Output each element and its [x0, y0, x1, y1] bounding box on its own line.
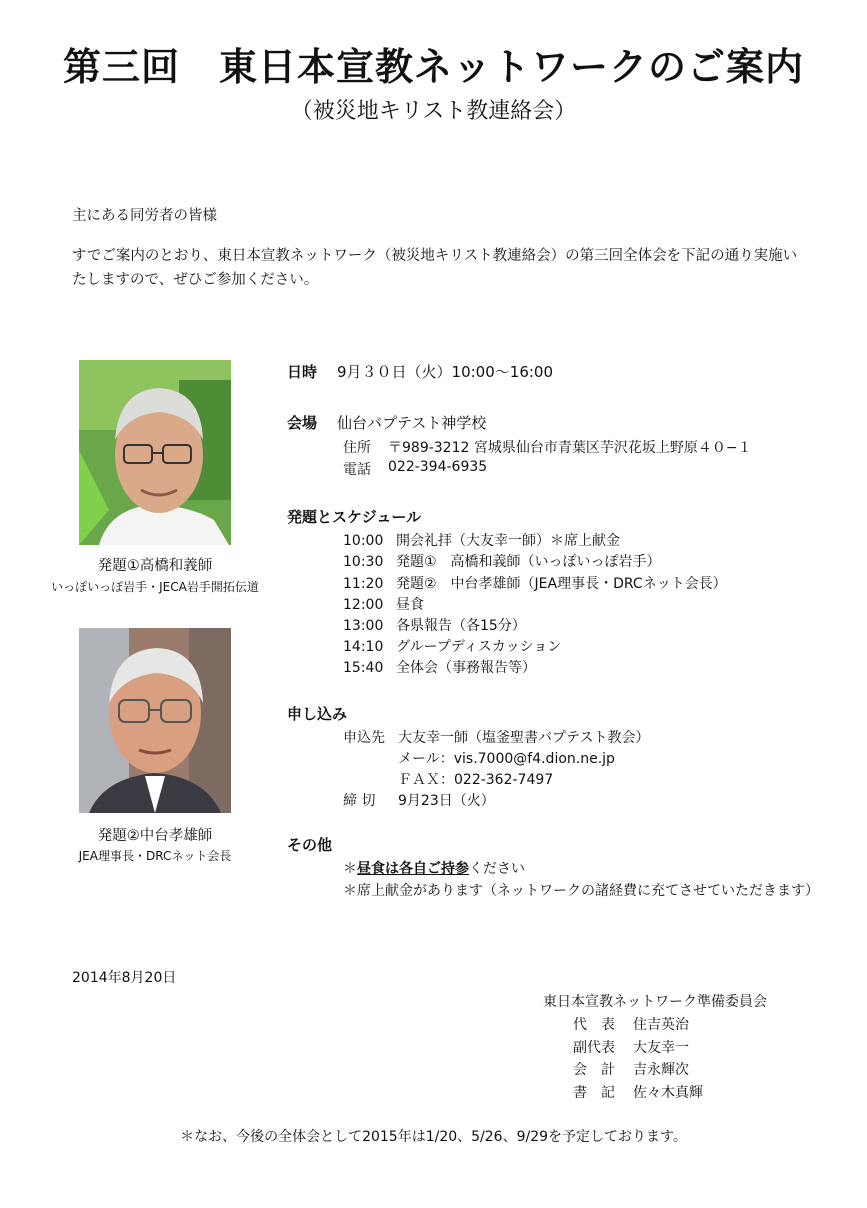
schedule-row [343, 657, 536, 677]
schedule-time: 12:00 [343, 597, 384, 613]
schedule-time: 11:20 [343, 576, 384, 592]
issue-date: 2014年8月20日 [72, 970, 177, 986]
member-role: 代 表 [573, 1017, 615, 1033]
page-title: 第三回 東日本宣教ネットワークのご案内 [62, 45, 804, 89]
application-deadline-label: 締 切 [343, 793, 376, 809]
member-role: 書 記 [573, 1085, 615, 1101]
schedule-row [343, 573, 727, 593]
member-name: 吉永輝次 [633, 1062, 689, 1078]
venue-label: 会場 [287, 414, 318, 432]
schedule-text: 発題① 高橋和義師（いっぽいっぽ岩手） [396, 554, 661, 570]
application-deadline-row [343, 790, 495, 810]
schedule-time: 14:10 [343, 639, 384, 655]
application-to: 大友幸一師（塩釜聖書バプテスト教会） [398, 730, 650, 746]
schedule-label: 発題とスケジュール [287, 508, 422, 526]
speaker-1-title: 発題①高橋和義師 [97, 558, 213, 574]
datetime-value: 9月３０日（火）10:00〜16:00 [337, 363, 553, 381]
speaker-1-photo [79, 360, 231, 545]
schedule-text: グループディスカッション [396, 639, 562, 655]
schedule-text: 発題② 中台孝雄師（JEA理事長・DRCネット会長） [396, 576, 727, 592]
other-label: その他 [287, 836, 333, 854]
member-name: 佐々木真輝 [633, 1085, 703, 1101]
note-1-suffix: ください [469, 861, 525, 877]
committee-member [573, 1037, 689, 1057]
page-subtitle: （被災地キリスト教連絡会） [290, 99, 577, 124]
committee-member [573, 1059, 689, 1079]
speaker-2-photo [79, 628, 231, 813]
application-to-row [343, 727, 649, 747]
schedule-text: 各県報告（各15分） [396, 618, 526, 634]
schedule-row [343, 551, 661, 571]
committee-member [573, 1082, 703, 1102]
schedule-row [343, 636, 561, 656]
note-1-emphasis: 昼食は各自ご持参 [357, 861, 469, 877]
speaker-2-title: 発題②中台孝雄師 [97, 828, 213, 844]
schedule-time: 13:00 [343, 618, 384, 634]
note-1-prefix: ＊ [343, 861, 357, 877]
application-mail: メール：vis.7000@f4.dion.ne.jp [398, 751, 615, 767]
venue-phone-label: 電話 [343, 462, 371, 478]
other-note-1 [343, 858, 525, 878]
venue-address: 〒989-3212 宮城県仙台市青葉区芋沢花坂上野原４０−１ [388, 440, 752, 456]
member-name: 大友幸一 [633, 1040, 689, 1056]
other-note-2: ＊席上献金があります（ネットワークの諸経費に充てさせていただきます） [343, 883, 819, 899]
schedule-time: 10:30 [343, 554, 384, 570]
venue-phone: 022-394-6935 [388, 459, 488, 475]
schedule-time: 10:00 [343, 533, 384, 549]
application-label: 申し込み [287, 705, 348, 723]
committee-member [573, 1014, 689, 1034]
schedule-time: 15:40 [343, 660, 384, 676]
committee-name: 東日本宣教ネットワーク準備委員会 [543, 994, 767, 1010]
schedule-row [343, 615, 526, 635]
schedule-row [343, 530, 620, 550]
application-fax: ＦＡＸ：022-362-7497 [398, 772, 554, 788]
intro-paragraph: すでご案内のとおり、東日本宣教ネットワーク（被災地キリスト教連絡会）の第三回全体会を下記の通り実施いたしますので、ぜひご参加ください。 [72, 248, 798, 288]
member-role: 会 計 [573, 1062, 615, 1078]
datetime-label: 日時 [287, 363, 318, 381]
schedule-text: 全体会（事務報告等） [396, 660, 536, 676]
venue-name: 仙台バプテスト神学校 [337, 414, 487, 432]
speaker-2-affiliation: JEA理事長・DRCネット会長 [78, 849, 232, 863]
schedule-row [343, 594, 424, 614]
application-deadline: 9月23日（火） [398, 793, 495, 809]
schedule-text: 昼食 [396, 597, 424, 613]
speaker-1-affiliation: いっぽいっぽ岩手・JECA岩手開拓伝道 [51, 580, 259, 594]
venue-address-label: 住所 [343, 440, 371, 456]
footnote: ＊なお、今後の全体会として2015年は1/20、5/26、9/29を予定しております。 [180, 1129, 687, 1145]
member-name: 住吉英治 [633, 1017, 689, 1033]
schedule-text: 開会礼拝（大友幸一師）＊席上献金 [396, 533, 620, 549]
member-role: 副代表 [573, 1040, 615, 1056]
greeting: 主にある同労者の皆様 [72, 208, 217, 224]
application-to-label: 申込先 [343, 730, 385, 746]
